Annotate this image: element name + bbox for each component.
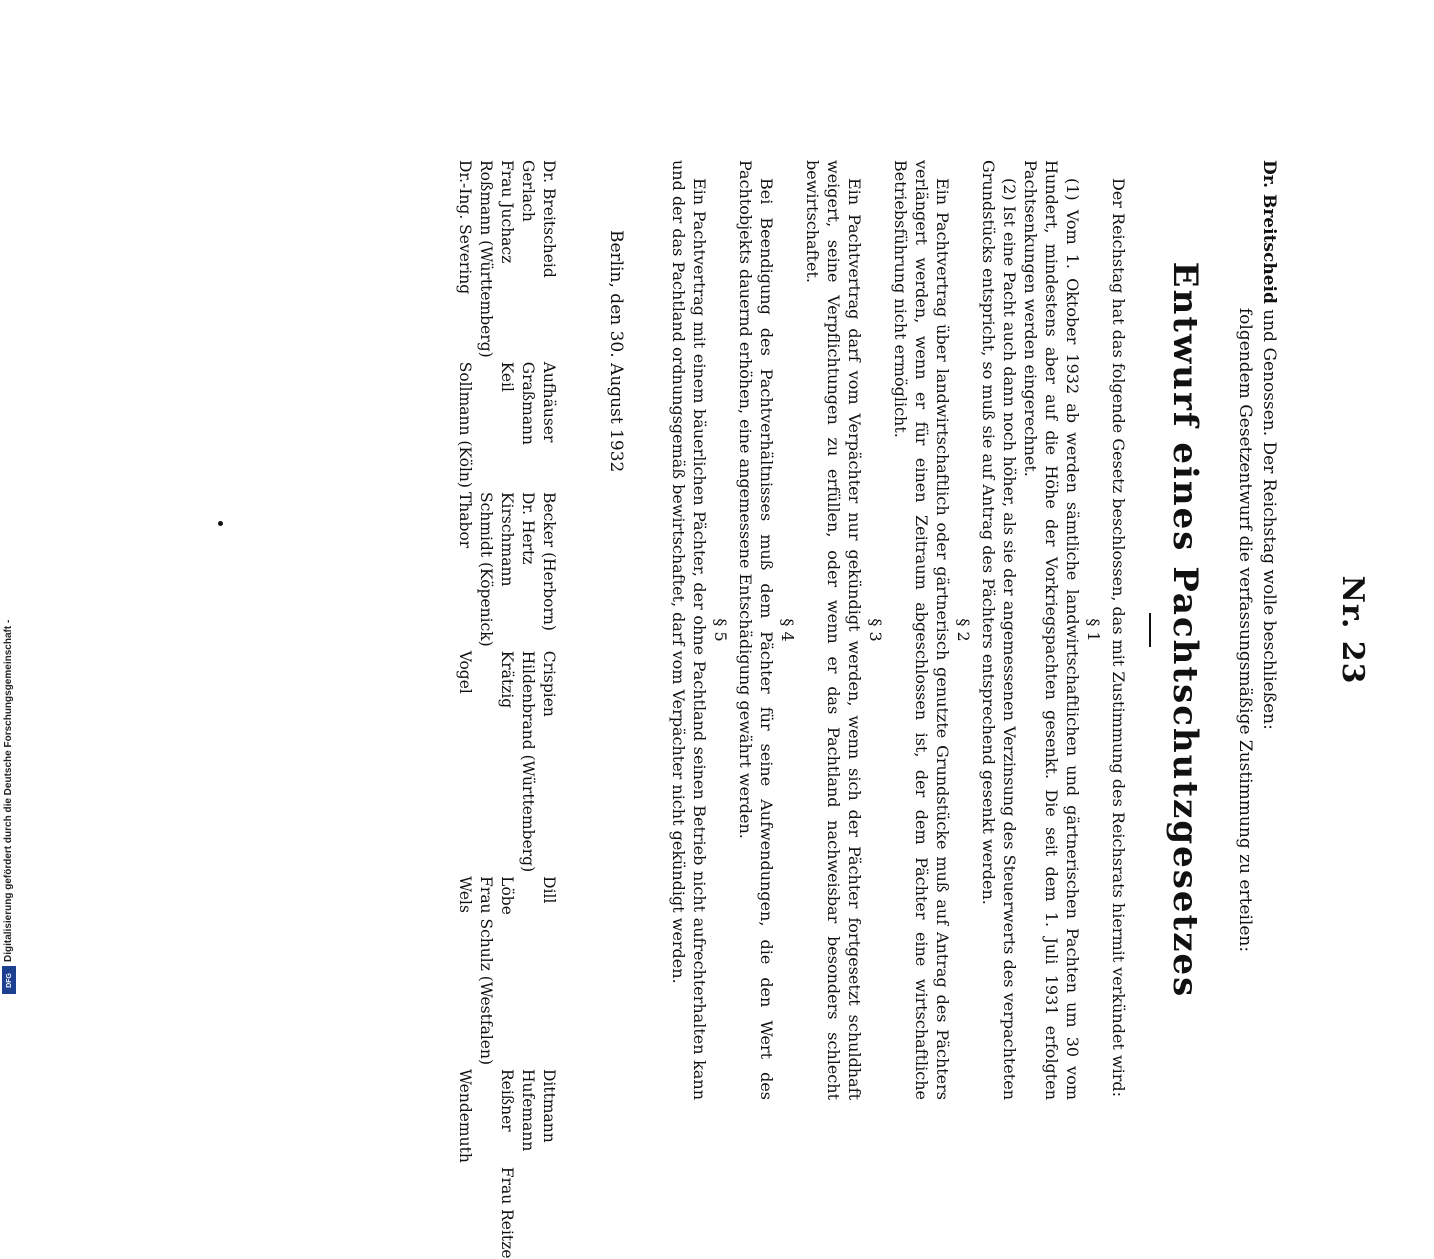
section-paragraph: Bei Beendigung des Pachtverhältnisses muß dem Pächter für seine Aufwendungen, die den Wert des Pachtobjekts dauernd erhöhen, eine angemessene Entschädigung gewährt werden. [736,160,776,1100]
signatory-name: Kirschmann [498,491,516,587]
motion-intro-line2: folgendem Gesetzentwurf die verfassungsmäßige Zustimmung zu erteilen: [1235,307,1255,953]
signatory-name: Hufemann [519,1069,537,1152]
signatory-name: Wendemuth [456,1069,474,1163]
signatory-name: Vogel [456,650,474,694]
signatory-name: Dr. Breitscheid [540,160,558,278]
signatory-name: Frau Schulz (Westfalen) [477,876,495,1065]
signatory-name: Crispien [540,650,558,717]
section-sign: § 3 [866,618,885,642]
signatory-name: Hildenbrand (Württemberg) [519,650,537,873]
signatory-name: Dr. Hertz [519,491,537,565]
section-paragraph: (2) Ist eine Pacht auch dann noch höher, als sie der angemessenen Verzinsung des Steuerwerts des verpachteten Grundstücks entspricht, so muß sie auf Antrag des Pächters entsprechend gesenkt werden. [979,160,1019,1100]
signatory-name: Schmidt (Köpenick) [477,491,495,647]
signatory-name [475,1167,496,1259]
funding-credit-strip [0,0,22,1000]
signatories-list [454,160,559,1259]
preamble: Der Reichstag hat das folgende Gesetz beschlossen, das mit Zustimmung des Reichsrats hiermit verkündet wird: [1109,178,1128,1098]
scan-speck [218,521,223,526]
signatory-name [538,1167,559,1259]
signatory-name: Dittmann [540,1069,558,1143]
signatory-name: Roßmann (Württemberg) [477,160,495,358]
signatory-name: Dill [540,876,558,904]
signatory-name: Krätzig [498,650,516,709]
signatory-name: Dr.-Ing. Severing [456,160,474,295]
signatory-name: Becker (Herborn) [540,491,558,631]
motion-intro-text: und Genossen. Der Reichstag wolle beschließen: [1259,303,1279,730]
motion-authors: Dr. Breitscheid [1259,160,1279,304]
signatory-name: Gerlach [519,160,537,222]
page-title: Entwurf eines Pachtschutzgesetzes [1165,261,1205,999]
signatory-name [475,362,496,488]
funding-credit-text: Digitalisierung gefördert durch die Deutsche Forschungsgemeinschaft - [3,619,14,962]
signatory-name [475,1069,496,1163]
signing-date: Berlin, den 30. August 1932 [606,230,626,473]
document-page [285,120,1375,1259]
section-paragraph: Ein Pachtvertrag darf vom Verpächter nur gekündigt werden, wenn sich der Pächter fortgesetzt schuldhaft weigert, seine Verpflichtungen zu erfüllen, oder wenn er das Pachtland nachweisbar besonders schlecht bewirtschaftet. [803,160,864,1100]
section-sign: § 5 [711,618,730,642]
title-divider [1149,613,1151,647]
signatory-name: Löbe [498,876,516,915]
signatory-name: Frau Juchacz [498,160,516,264]
signatory-name [517,876,538,1065]
signatory-name: Keil [498,361,516,392]
section-paragraph: Ein Pachtvertrag über landwirtschaftlich oder gärtnerisch genutzte Grundstücke muß auf Antrag des Pächters verlängert werden, wenn er für einen Zeitraum abgeschlossen ist, der dem Pächter eine wirtschaftliche Betriebsführung nicht ermöglicht. [891,160,952,1100]
signatory-name: Aufhäuser [540,361,558,443]
dfg-logo-icon [2,966,16,994]
section-paragraph: (1) Vom 1. Oktober 1932 ab werden sämtliche landwirtschaftlichen und gärtnerischen Pachten um 30 vom Hundert, mindestens aber auf die Höhe der Vorkriegspachten gesenkt. Die seit dem 1. Juli 1931 erfolgten Pachtsenkungen werden eingerechnet. [1021,160,1082,1100]
document-number: Nr. 23 [1335,575,1370,685]
signatory-name [454,1167,475,1259]
section-sign: § 1 [1084,618,1103,642]
signatory-name [517,1167,538,1259]
signatory-name: Reißner [498,1069,516,1132]
section-paragraph: Ein Pachtvertrag mit einem bäuerlichen Pächter, der ohne Pachtland seinen Betrieb nicht aufrechterhalten kann und der das Pachtland ordnungsgemäß bewirtschaftet, darf vom Verpächter nicht gekündigt werden. [669,160,709,1100]
motion-intro [1257,160,1281,1100]
section-sign: § 4 [778,618,797,642]
sections-list [668,160,1104,1100]
signatory-name: Wels [456,876,474,913]
signatory-name: Sollmann (Köln) [456,361,474,488]
signatory-name: Frau Reitze [498,1166,516,1259]
section-sign: § 2 [954,618,973,642]
signatory-name [475,651,496,872]
signatory-name: Graßmann [519,361,537,446]
dfg-logo-label: DFG [5,972,13,988]
signatory-name: Thabor [456,491,474,549]
